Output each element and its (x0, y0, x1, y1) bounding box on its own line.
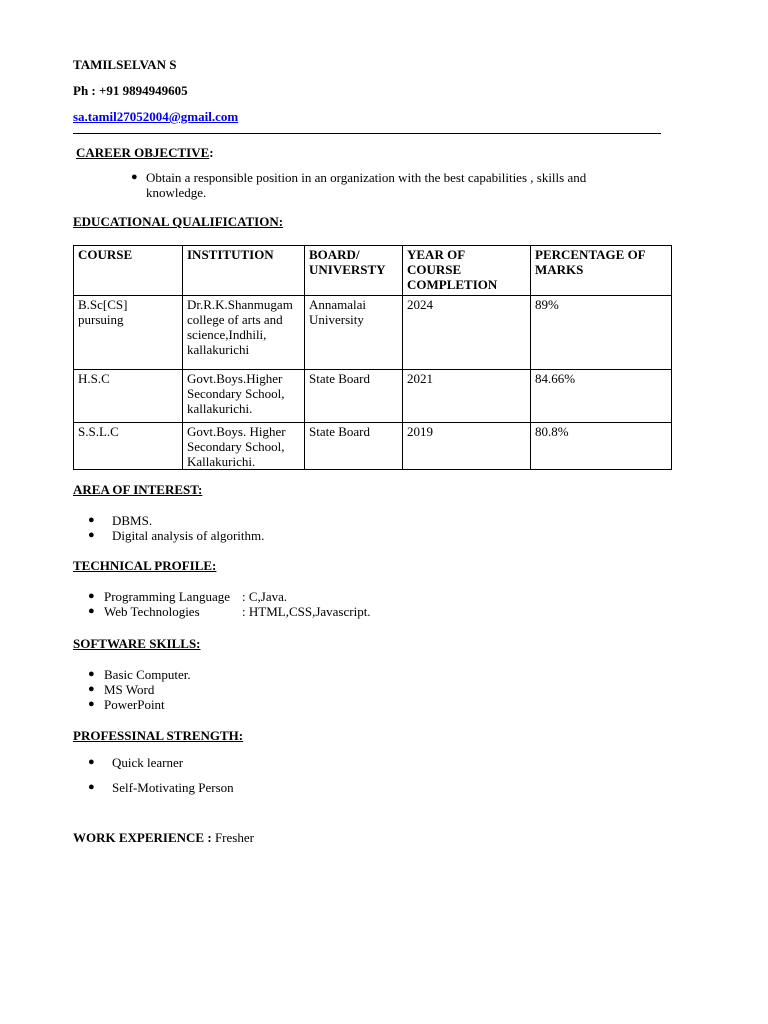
column-header-line: YEAR OF (407, 247, 466, 262)
table-cell-line: Kallakurichi. (187, 454, 256, 469)
bullet-icon: ● (88, 781, 95, 793)
career-objective-colon: : (209, 145, 214, 160)
software-item-label: MS Word (104, 682, 155, 697)
column-header-board (305, 246, 403, 296)
education-table (73, 245, 672, 470)
table-cell-institution (183, 296, 305, 370)
candidate-name: TAMILSELVAN S (73, 57, 177, 72)
education-header-row (74, 246, 672, 296)
technical-item-label: Programming Language (104, 589, 230, 604)
table-cell-line: Secondary School, (187, 439, 285, 454)
education-table-body (74, 296, 672, 470)
technical-heading: TECHNICAL PROFILE: (73, 558, 217, 573)
bullet-icon: ● (88, 668, 95, 680)
table-cell-line: H.S.C (78, 371, 110, 386)
table-cell-line: S.S.L.C (78, 424, 119, 439)
software-heading: SOFTWARE SKILLS: (73, 636, 201, 651)
technical-item-value: : HTML,CSS,Javascript. (242, 604, 371, 619)
table-cell-line: kallakurichi (187, 342, 250, 357)
education-heading: EDUCATIONAL QUALIFICATION: (73, 214, 284, 229)
bullet-icon: ● (88, 683, 95, 695)
bullet-icon: ● (88, 605, 95, 617)
software-item-label: PowerPoint (104, 697, 165, 712)
table-cell-line: Secondary School, (187, 386, 285, 401)
table-cell-percentage: 80.8% (531, 423, 672, 470)
table-cell-line: college of arts and (187, 312, 283, 327)
table-cell-line: University (309, 312, 364, 327)
column-header-course (74, 246, 183, 296)
table-cell-line: State Board (309, 371, 371, 386)
table-row (74, 296, 672, 370)
interest-item-label: DBMS. (112, 513, 153, 528)
strength-item-label: Self-Motivating Person (112, 780, 234, 795)
table-cell-line: Govt.Boys. Higher (187, 424, 286, 439)
table-cell-line: B.Sc[CS] (78, 297, 128, 312)
table-cell-institution (183, 370, 305, 423)
column-header-line: BOARD/ (309, 247, 360, 262)
table-cell-board (305, 423, 403, 470)
table-cell-course (74, 423, 183, 470)
strength-item-label: Quick learner (112, 755, 184, 770)
table-cell-line: kallakurichi. (187, 401, 253, 416)
column-header-line: UNIVERSTY (309, 262, 386, 277)
table-cell-line: Govt.Boys.Higher (187, 371, 283, 386)
work-experience (73, 830, 254, 845)
table-cell-line: State Board (309, 424, 371, 439)
column-header-institution (183, 246, 305, 296)
table-cell-line: Dr.R.K.Shanmugam (187, 297, 293, 312)
header-divider (73, 133, 661, 134)
table-row (74, 423, 672, 470)
table-cell-line: pursuing (78, 312, 124, 327)
column-header-line: INSTITUTION (187, 247, 274, 262)
bullet-icon: ● (88, 514, 95, 526)
interest-heading: AREA OF INTEREST: (73, 482, 203, 497)
table-cell-year: 2021 (403, 370, 531, 423)
table-cell-percentage: 84.66% (531, 370, 672, 423)
technical-item-label: Web Technologies (104, 604, 200, 619)
table-row (74, 370, 672, 423)
table-cell-course (74, 370, 183, 423)
column-header-line: MARKS (535, 262, 584, 277)
bullet-icon: ● (88, 756, 95, 768)
table-cell-year: 2024 (403, 296, 531, 370)
email-link[interactable]: sa.tamil27052004@gmail.com (73, 109, 239, 124)
bullet-icon: ● (88, 529, 95, 541)
software-item-label: Basic Computer. (104, 667, 191, 682)
column-header-line: COMPLETION (407, 277, 498, 292)
career-objective-line2: knowledge. (146, 185, 207, 200)
work-experience-value: Fresher (214, 830, 254, 845)
table-cell-year: 2019 (403, 423, 531, 470)
bullet-icon: ● (131, 171, 138, 183)
table-cell-course (74, 296, 183, 370)
column-header-year (403, 246, 531, 296)
table-cell-line: Annamalai (309, 297, 367, 312)
table-cell-board (305, 370, 403, 423)
column-header-line: COURSE (78, 247, 133, 262)
career-objective-line1: Obtain a responsible position in an organization with the best capabilities , skills and (146, 170, 587, 185)
column-header-percentage (531, 246, 672, 296)
table-cell-institution (183, 423, 305, 470)
strength-heading: PROFESSINAL STRENGTH: (73, 728, 244, 743)
interest-item-label: Digital analysis of algorithm. (112, 528, 265, 543)
table-cell-percentage: 89% (531, 296, 672, 370)
career-objective-title: CAREER OBJECTIVE (76, 145, 210, 160)
work-experience-label: WORK EXPERIENCE : (73, 830, 212, 845)
table-cell-line: science,Indhili, (187, 327, 267, 342)
bullet-icon: ● (88, 590, 95, 602)
column-header-line: PERCENTAGE OF (535, 247, 646, 262)
phone-number: Ph : +91 9894949605 (73, 83, 188, 98)
column-header-line: COURSE (407, 262, 462, 277)
table-cell-board (305, 296, 403, 370)
bullet-icon: ● (88, 698, 95, 710)
technical-item-value: : C,Java. (242, 589, 288, 604)
career-objective-heading (76, 145, 214, 160)
